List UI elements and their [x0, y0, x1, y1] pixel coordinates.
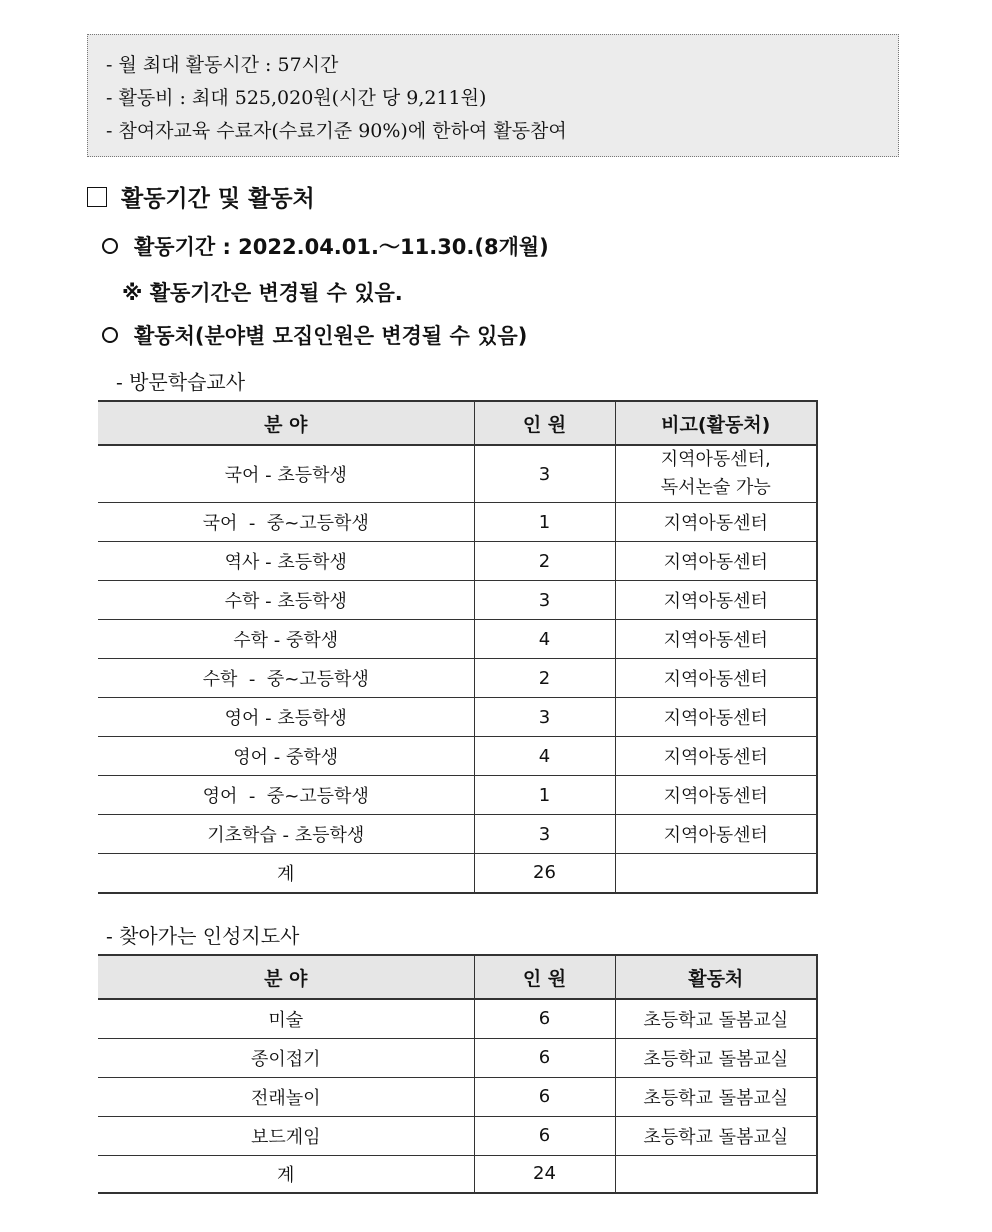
cell-count: 3 [474, 445, 615, 503]
header-field: 분 야 [98, 955, 474, 999]
table-row [98, 1038, 817, 1077]
places-item [102, 320, 527, 350]
table2-label: - 찾아가는 인성지도사 [106, 924, 300, 948]
cell-note: 지역아동센터 [615, 542, 817, 581]
circle-bullet-icon [102, 327, 118, 343]
cell-count: 3 [474, 815, 615, 854]
cell-count: 4 [474, 737, 615, 776]
cell-field: 수학 - 초등학생 [98, 581, 474, 620]
cell-field: 영어 - 중학생 [98, 737, 474, 776]
cell-note-line2: 독서논술 가능 [660, 477, 771, 498]
cell-note: 지역아동센터 [615, 581, 817, 620]
cell-count: 3 [474, 581, 615, 620]
table-row [98, 620, 817, 659]
table-row [98, 815, 817, 854]
cell-count: 1 [474, 776, 615, 815]
total-row [98, 854, 817, 893]
info-line-eligibility: - 참여자교육 수료자(수료기준 90%)에 한하여 활동참여 [106, 120, 567, 142]
period-note: ※ 활동기간은 변경될 수 있음. [122, 281, 403, 305]
info-box [87, 34, 899, 157]
cell-count: 4 [474, 620, 615, 659]
cell-count: 6 [474, 1038, 615, 1077]
header-field: 분 야 [98, 401, 474, 445]
places-text: 활동처(분야별 모집인원은 변경될 수 있음) [134, 324, 528, 348]
circle-bullet-icon [102, 238, 118, 254]
table-row [98, 542, 817, 581]
cell-field: 수학 - 중학생 [98, 620, 474, 659]
cell-count: 24 [474, 1155, 615, 1193]
cell-field: 계 [98, 1155, 474, 1193]
table-row [98, 659, 817, 698]
checkbox-square-icon [87, 187, 107, 207]
header-count: 인 원 [474, 401, 615, 445]
section-title: 활동기간 및 활동처 [121, 186, 315, 212]
cell-note: 초등학교 돌봄교실 [615, 999, 817, 1038]
table-row [98, 737, 817, 776]
cell-field: 역사 - 초등학생 [98, 542, 474, 581]
cell-note: 지역아동센터 [615, 737, 817, 776]
cell-count: 1 [474, 503, 615, 542]
cell-count: 6 [474, 1116, 615, 1155]
cell-note-line1: 지역아동센터, [660, 449, 771, 470]
cell-count: 6 [474, 1077, 615, 1116]
cell-field: 미술 [98, 999, 474, 1038]
cell-field: 계 [98, 854, 474, 893]
table-header-row [98, 401, 817, 445]
info-line-hours: - 월 최대 활동시간 : 57시간 [106, 54, 339, 76]
cell-note: 지역아동센터 [615, 776, 817, 815]
total-row [98, 1155, 817, 1193]
visiting-teacher-table [98, 400, 818, 894]
cell-field: 보드게임 [98, 1116, 474, 1155]
period-text: 활동기간 : 2022.04.01.～11.30.(8개월) [134, 235, 549, 259]
cell-note: 초등학교 돌봄교실 [615, 1077, 817, 1116]
table-row [98, 698, 817, 737]
cell-note: 초등학교 돌봄교실 [615, 1038, 817, 1077]
section-heading [87, 180, 315, 213]
cell-count: 3 [474, 698, 615, 737]
cell-note [615, 854, 817, 893]
table-row [98, 1116, 817, 1155]
cell-field: 종이접기 [98, 1038, 474, 1077]
header-note: 비고(활동처) [615, 401, 817, 445]
cell-note [615, 1155, 817, 1193]
table1-label: - 방문학습교사 [116, 370, 246, 394]
header-note: 활동처 [615, 955, 817, 999]
period-item [102, 231, 549, 261]
cell-note: 지역아동센터 [615, 698, 817, 737]
table-row [98, 503, 817, 542]
cell-field: 기초학습 - 초등학생 [98, 815, 474, 854]
table-row [98, 1077, 817, 1116]
table-row [98, 581, 817, 620]
cell-field: 영어 - 초등학생 [98, 698, 474, 737]
cell-field: 영어 - 중~고등학생 [98, 776, 474, 815]
table-row [98, 445, 817, 503]
cell-note: 초등학교 돌봄교실 [615, 1116, 817, 1155]
cell-note: 지역아동센터 [615, 815, 817, 854]
cell-count: 6 [474, 999, 615, 1038]
info-line-pay: - 활동비 : 최대 525,020원(시간 당 9,211원) [106, 87, 487, 109]
cell-field: 수학 - 중~고등학생 [98, 659, 474, 698]
table-row [98, 999, 817, 1038]
cell-note: 지역아동센터 [615, 620, 817, 659]
cell-field: 국어 - 초등학생 [98, 445, 474, 503]
table-header-row [98, 955, 817, 999]
cell-count: 2 [474, 542, 615, 581]
cell-note: 지역아동센터 [615, 659, 817, 698]
cell-field: 국어 - 중~고등학생 [98, 503, 474, 542]
header-count: 인 원 [474, 955, 615, 999]
cell-note [615, 445, 817, 503]
cell-count: 26 [474, 854, 615, 893]
cell-note: 지역아동센터 [615, 503, 817, 542]
cell-field: 전래놀이 [98, 1077, 474, 1116]
character-instructor-table [98, 954, 818, 1194]
table-row [98, 776, 817, 815]
cell-count: 2 [474, 659, 615, 698]
